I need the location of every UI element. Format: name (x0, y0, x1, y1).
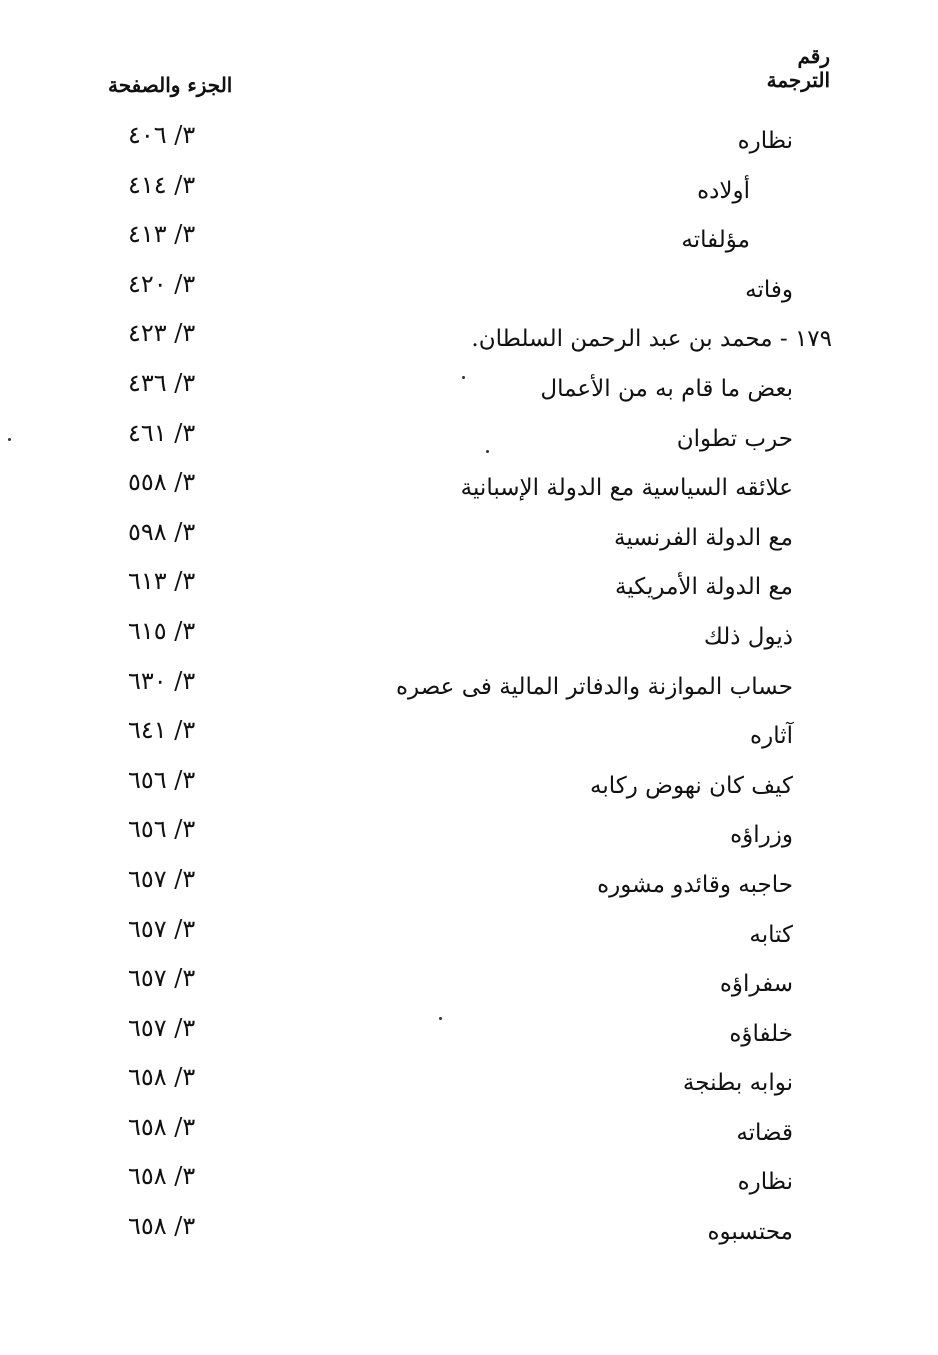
entry-title: آثاره (750, 723, 793, 750)
index-entry (0, 366, 938, 416)
entry-page-reference: ٣/ ٦٥٨ (128, 1162, 196, 1191)
entry-title: ١٧٩ - محمد بن عبد الرحمن السلطان. (471, 326, 832, 353)
entry-page-reference: ٣/ ٦٥٨ (128, 1212, 196, 1241)
translation-number-header-line-1: رقم (797, 44, 830, 68)
entry-title: كتابه (749, 921, 793, 948)
index-entry (0, 1060, 938, 1110)
entry-title: خلفاؤه (729, 1020, 793, 1047)
entry-page-reference: ٣/ ٦١٥ (128, 616, 196, 645)
entry-page-reference: ٣/ ٦١٣ (128, 567, 196, 596)
index-entry (0, 416, 938, 466)
entry-page-reference: ٣/ ٦٥٨ (128, 1063, 196, 1092)
entry-title: مؤلفاته (681, 227, 750, 254)
entry-title: مع الدولة الأمريكية (615, 574, 793, 601)
index-entry (0, 1110, 938, 1160)
index-entry (0, 217, 938, 267)
index-entry (0, 1209, 938, 1259)
index-entry (0, 267, 938, 317)
entry-title: مع الدولة الفرنسية (613, 524, 793, 551)
index-entry (0, 465, 938, 515)
entry-page-reference: ٣/ ٤١٤ (128, 170, 196, 199)
entry-page-reference: ٣/ ٥٩٨ (128, 517, 196, 546)
index-entry (0, 763, 938, 813)
index-entry (0, 812, 938, 862)
index-entry (0, 664, 938, 714)
entry-title: نظاره (737, 1169, 793, 1196)
entry-page-reference: ٣/ ٦٤١ (128, 716, 196, 745)
entry-title: قضاته (736, 1119, 793, 1146)
entry-title: أولاده (697, 177, 750, 204)
entry-page-reference: ٣/ ٦٥٦ (128, 815, 196, 844)
index-entries (0, 118, 938, 1259)
entry-page-reference: ٣/ ٤٦١ (128, 418, 196, 447)
entry-title: حاجبه وقائدو مشوره (597, 871, 793, 898)
index-entry (0, 564, 938, 614)
entry-page-reference: ٣/ ٤١٣ (128, 220, 196, 249)
entry-title: نوابه بطنجة (682, 1070, 793, 1097)
entry-title: كيف كان نهوض ركابه (590, 772, 793, 799)
entry-page-reference: ٣/ ٦٣٠ (128, 666, 196, 695)
entry-page-reference: ٣/ ٦٥٨ (128, 1112, 196, 1141)
entry-page-reference: ٣/ ٤٣٦ (128, 368, 196, 397)
entry-title: حرب تطوان (676, 425, 793, 452)
entry-page-reference: ٣/ ٦٥٧ (128, 964, 196, 993)
entry-title: وزراؤه (730, 822, 793, 849)
scan-speck (439, 1017, 442, 1020)
index-entry (0, 118, 938, 168)
entry-page-reference: ٣/ ٤٠٦ (128, 121, 196, 149)
entry-page-reference: ٣/ ٤٢٣ (128, 319, 196, 348)
entry-title: بعض ما قام به من الأعمال (540, 375, 793, 402)
entry-page-reference: ٣/ ٦٥٧ (128, 1013, 196, 1042)
translation-number-header (710, 44, 830, 92)
translation-number-header-line-2: الترجمة (766, 68, 830, 92)
index-entry (0, 912, 938, 962)
index-entry (0, 614, 938, 664)
index-entry (0, 168, 938, 218)
entry-title: حساب الموازنة والدفاتر المالية فى عصره (396, 673, 793, 700)
index-entry (0, 862, 938, 912)
entry-title: نظاره (737, 128, 793, 154)
index-entry (0, 1159, 938, 1209)
entry-page-reference: ٣/ ٦٥٦ (128, 765, 196, 794)
entry-page-reference: ٣/ ٦٥٧ (128, 864, 196, 893)
volume-page-header: الجزء والصفحة (108, 73, 233, 97)
entry-title: محتسبوه (707, 1219, 793, 1246)
entry-page-reference: ٣/ ٥٥٨ (128, 468, 196, 497)
scan-speck (486, 450, 489, 453)
index-entry (0, 1011, 938, 1061)
scan-speck (462, 376, 465, 379)
entry-page-reference: ٣/ ٦٥٧ (128, 914, 196, 943)
index-entry (0, 515, 938, 565)
index-entry (0, 713, 938, 763)
entry-page-reference: ٣/ ٤٢٠ (128, 269, 196, 298)
entry-title: وفاته (745, 276, 793, 303)
index-entry (0, 316, 938, 366)
entry-title: ذيول ذلك (703, 623, 793, 650)
scan-speck (8, 438, 11, 441)
entry-title: سفراؤه (719, 971, 793, 998)
entry-title: علائقه السياسية مع الدولة الإسبانية (460, 475, 793, 502)
index-entry (0, 961, 938, 1011)
